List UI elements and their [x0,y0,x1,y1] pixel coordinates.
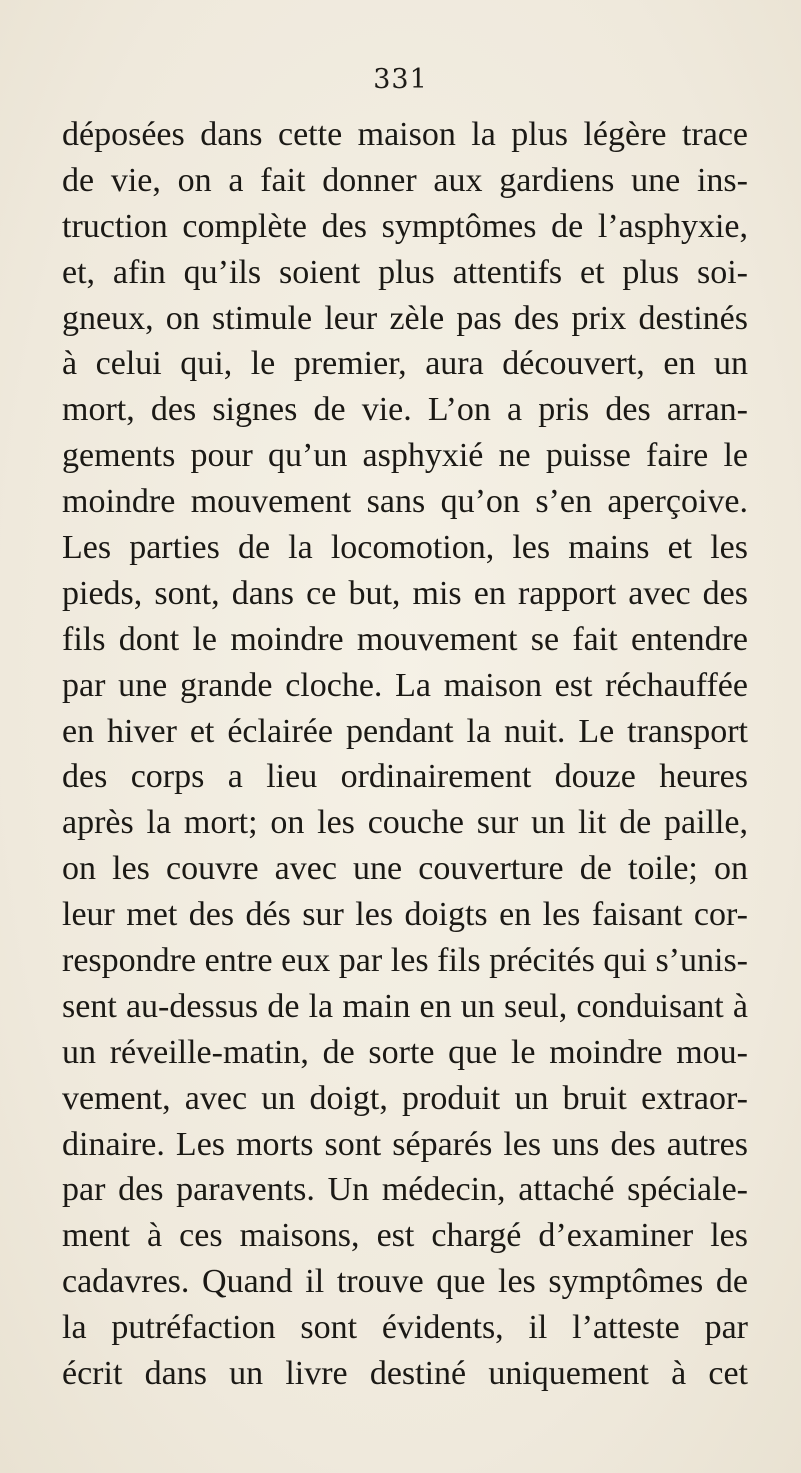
text-line: mort, des signes de vie. L’on a pris des arran- [62,391,748,429]
text-line: respondre entre eux par les fils précités qui s’unis- [62,942,748,980]
text-line: la putréfaction sont évidents, il l’atteste par [62,1309,748,1347]
page-number: 331 [373,64,428,95]
text-line: un réveille-matin, de sorte que le moindre mou- [62,1033,748,1071]
text-line: vement, avec un doigt, produit un bruit extraor- [62,1079,748,1117]
text-line: moindre mouvement sans qu’on s’en aperçoive. [62,483,748,521]
text-line: gneux, on stimule leur zèle pas des prix destinés [62,299,748,337]
text-line: par une grande cloche. La maison est réchauffée [62,666,748,704]
text-line: des corps a lieu ordinairement douze heures [62,758,748,796]
text-line: écrit dans un livre destiné uniquement à cet [62,1355,748,1393]
text-line: leur met des dés sur les doigts en les faisant cor- [62,896,748,934]
text-line: à celui qui, le premier, aura découvert, en un [62,345,748,383]
body-text [62,112,748,1397]
text-line: sent au-dessus de la main en un seul, conduisant à [62,987,748,1025]
text-line: dinaire. Les morts sont séparés les uns des autres [62,1125,748,1163]
text-line: de vie, on a fait donner aux gardiens une ins- [62,161,748,199]
text-line: Les parties de la locomotion, les mains et les [62,529,748,567]
text-line: fils dont le moindre mouvement se fait entendre [62,620,748,658]
text-line: truction complète des symptômes de l’asphyxie, [62,207,748,245]
text-line: par des paravents. Un médecin, attaché spéciale- [62,1171,748,1209]
text-line: pieds, sont, dans ce but, mis en rapport avec des [62,574,748,612]
text-line: ment à ces maisons, est chargé d’examiner les [62,1217,748,1255]
text-line: gements pour qu’un asphyxié ne puisse faire le [62,437,748,475]
text-line: on les couvre avec une couverture de toile; on [62,850,748,888]
text-line: cadavres. Quand il trouve que les symptômes de [62,1263,748,1301]
text-line: déposées dans cette maison la plus légère trace [62,116,748,153]
text-line: en hiver et éclairée pendant la nuit. Le transport [62,712,748,750]
text-line: après la mort; on les couche sur un lit de paille, [62,804,748,842]
text-line: et, afin qu’ils soient plus attentifs et plus soi- [62,253,748,291]
